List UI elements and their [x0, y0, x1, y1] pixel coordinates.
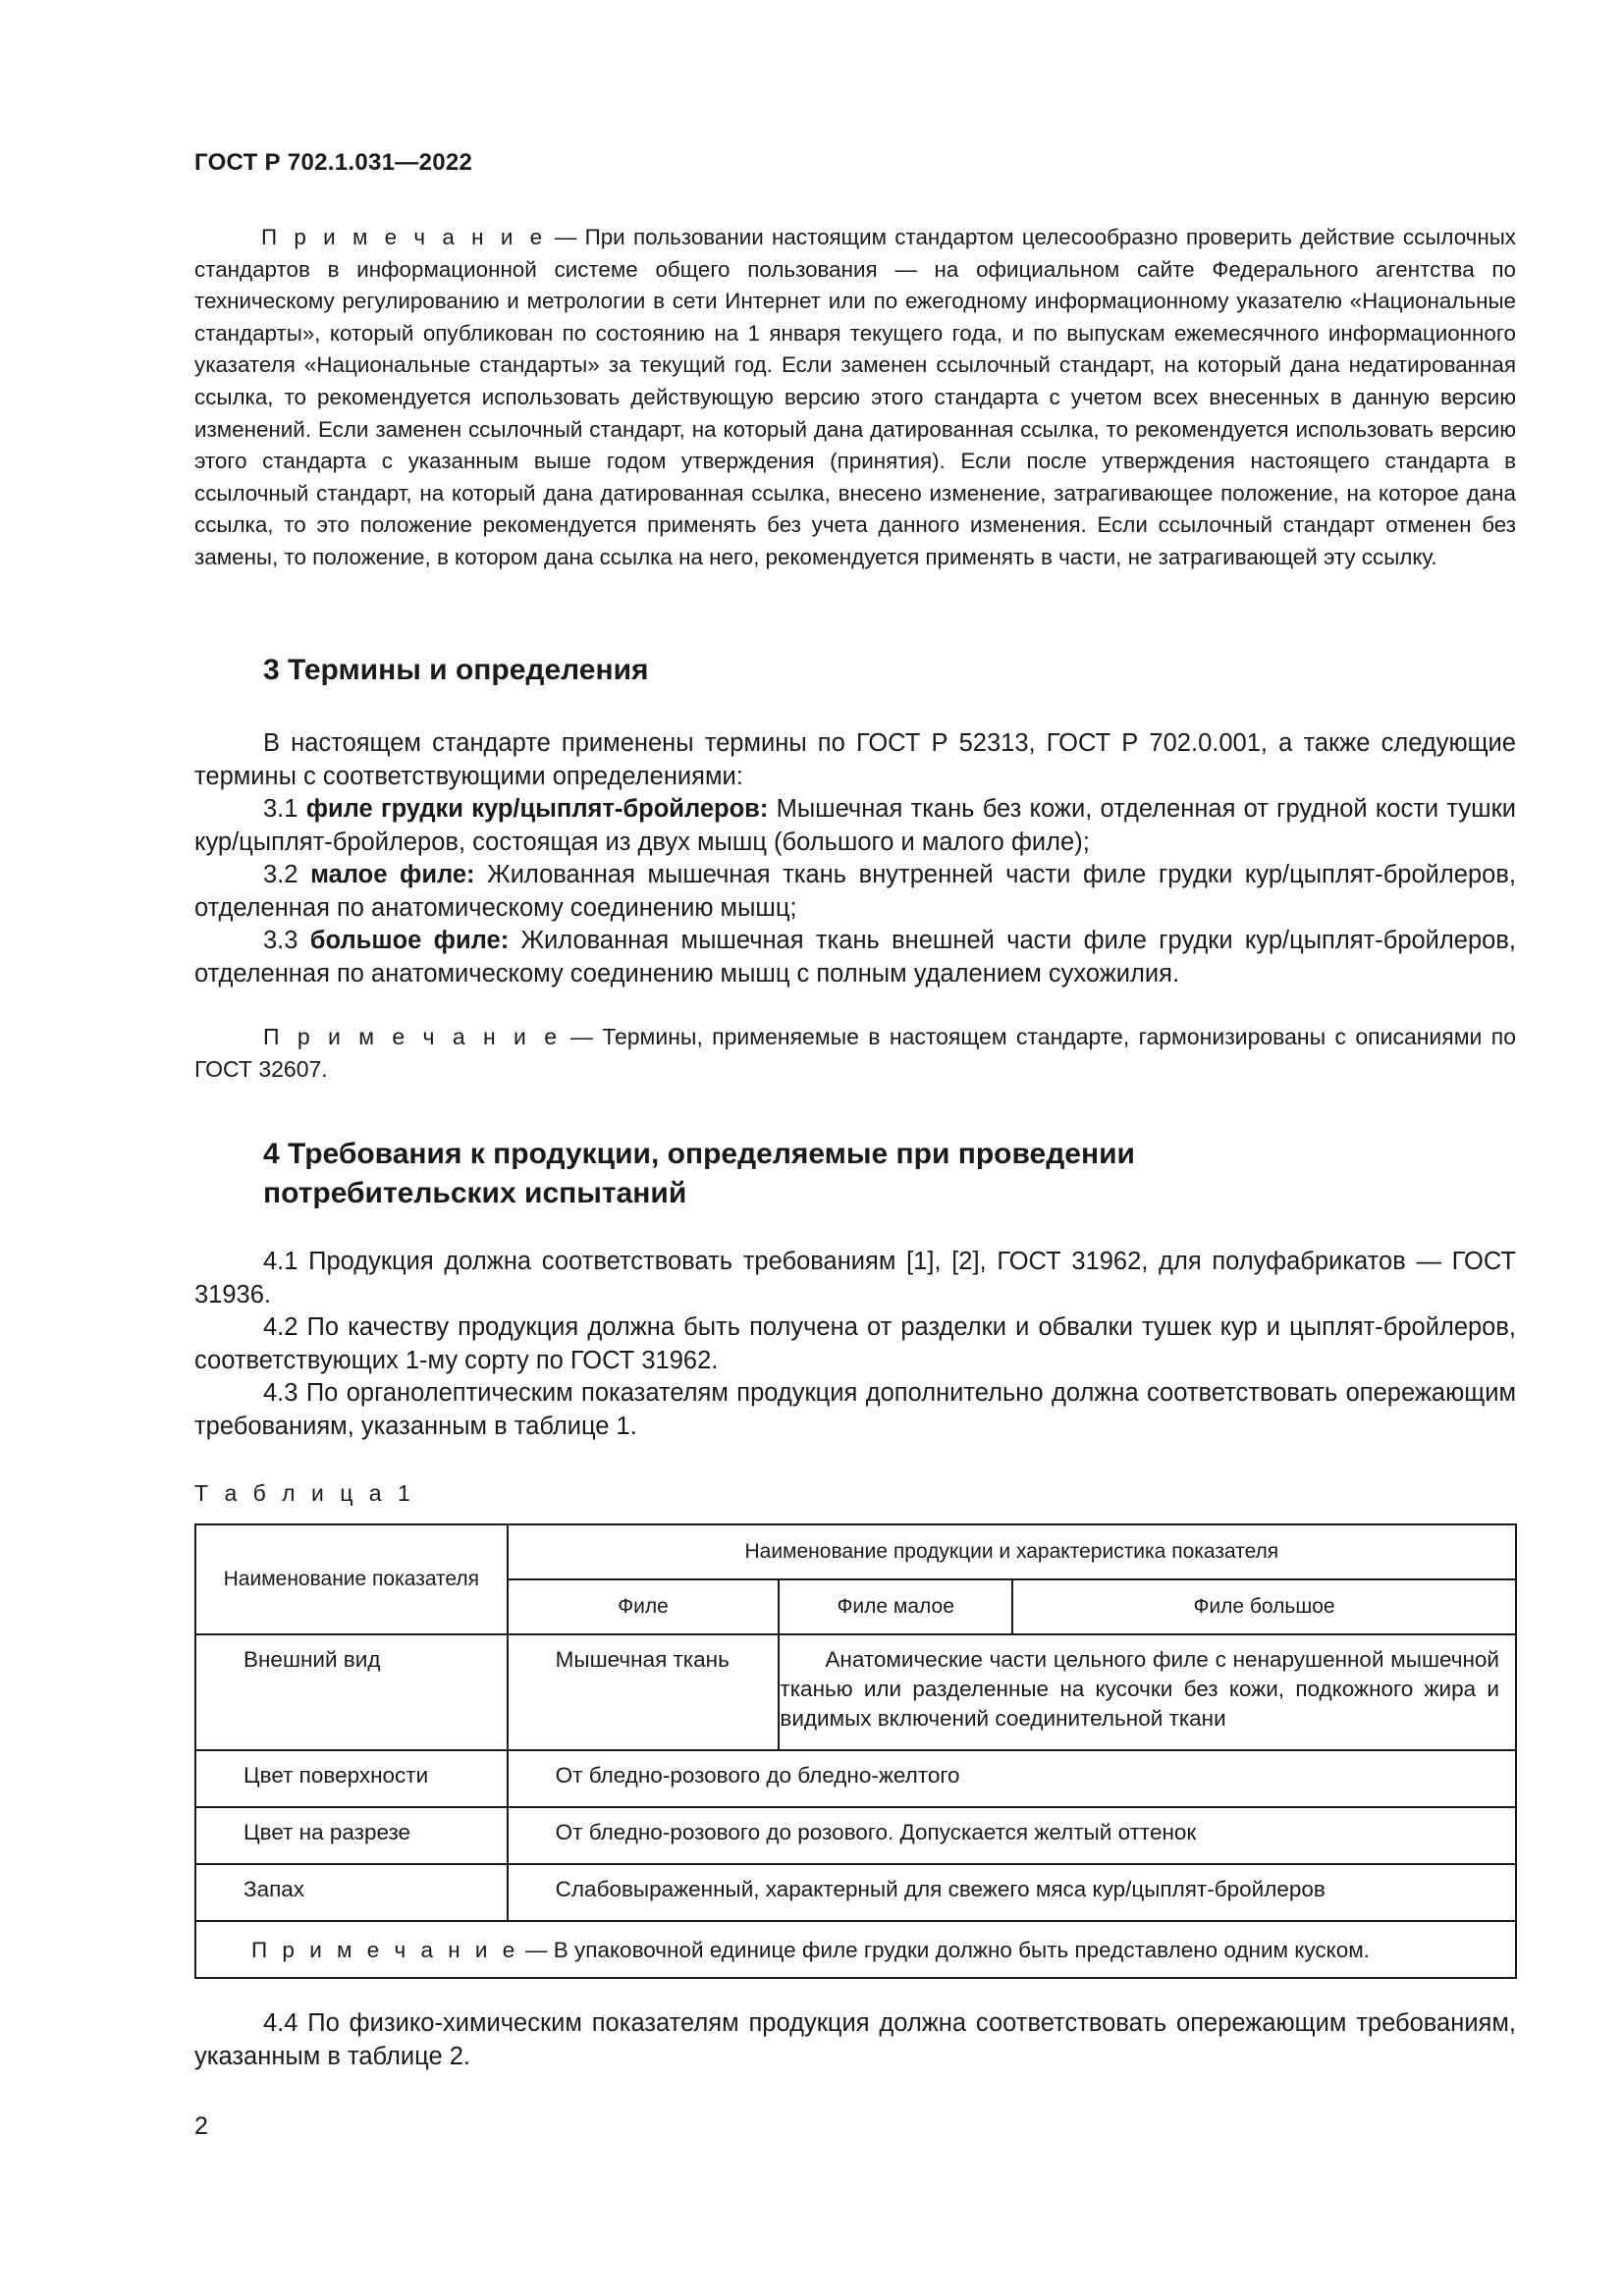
term-number: 3.2: [263, 861, 311, 888]
header-fillet-large: Филе большое: [1012, 1579, 1516, 1634]
term-definition: Жилованная мышечная ткань внутренней части филе грудки кур/цыплят-бройлеров, отделенная по анатомическому соединению мышц;: [194, 861, 1516, 922]
note-label: П р и м е ч а н и е: [251, 1938, 519, 1962]
term-number: 3.1: [263, 795, 306, 823]
value-smell: Слабовыраженный, характерный для свежего мяса кур/цыплят-бройлеров: [508, 1864, 1516, 1921]
term-name: большое филе:: [309, 927, 510, 954]
indicator-smell: Запах: [195, 1864, 508, 1921]
table-row: [195, 1634, 1516, 1750]
term-name: филе грудки кур/цыплят-бройлеров:: [305, 795, 769, 823]
indicator-surface-color: Цвет поверхности: [195, 1750, 508, 1807]
header-group: Наименование продукции и характеристика показателя: [508, 1524, 1516, 1579]
table-note: [195, 1921, 1516, 1978]
section-4-heading-line2: потребительских испытаний: [263, 1177, 687, 1209]
note-label: П р и м е ч а н и е: [261, 225, 547, 249]
indicator-appearance: Внешний вид: [195, 1634, 508, 1750]
value-cut-color: От бледно-розового до розового. Допускается желтый оттенок: [508, 1807, 1516, 1864]
note-label: П р и м е ч а н и е: [263, 1024, 562, 1049]
note-text: — В упаковочной единице филе грудки должно быть представлено одним куском.: [518, 1938, 1370, 1962]
paragraph-4-1: 4.1 Продукция должна соответствовать требованиям [1], [2], ГОСТ 31962, для полуфабрикатов — ГОСТ 31936.: [194, 1248, 1516, 1308]
indicator-cut-color: Цвет на разрезе: [195, 1807, 508, 1864]
header-indicator: Наименование показателя: [195, 1524, 508, 1634]
note-terms: [194, 1021, 1516, 1086]
section-3-intro: В настоящем стандарте применены термины по ГОСТ Р 52313, ГОСТ Р 702.0.001, а также следующие термины с соответствующими определениями:: [194, 729, 1516, 790]
section-4-heading: [263, 1135, 1135, 1213]
header-fillet: Филе: [508, 1579, 780, 1634]
section-3-heading: 3 Термины и определения: [263, 654, 649, 686]
page-number: 2: [194, 2112, 208, 2140]
value-surface-color: От бледно-розового до бледно-желтого: [508, 1750, 1516, 1807]
term-definition: Жилованная мышечная ткань внешней части филе грудки кур/цыплят-бройлеров, отделенная по анатомическому соединению мышц с полным удалением сухожилия.: [194, 927, 1516, 988]
note-references: [194, 222, 1516, 574]
table-row: [195, 1864, 1516, 1921]
table-header-row: [195, 1524, 1516, 1579]
table-note-row: [195, 1921, 1516, 1978]
note-text: — Термины, применяемые в настоящем стандарте, гармонизированы с описаниями по ГОСТ 32607.: [194, 1024, 1516, 1082]
header-fillet-small: Филе малое: [779, 1579, 1012, 1634]
term-3-2: [194, 859, 1516, 925]
table-row: [195, 1750, 1516, 1807]
paragraph-4-4: 4.4 По физико-химическим показателям продукция должна соответствовать опережающим требованиям, указанным в таблице 2.: [194, 2009, 1516, 2070]
term-number: 3.3: [263, 927, 310, 954]
term-name: малое филе:: [310, 861, 475, 888]
table-1-caption: Т а б л и ц а 1: [194, 1480, 415, 1506]
table-row: [195, 1807, 1516, 1864]
note-text: — При пользовании настоящим стандартом целесообразно проверить действие ссылочных стандартов в информационной системе общего пользования — на официальном сайте Федерального агентства по техническому регулированию и метрологии в сети Интернет или по ежегодному информационному указателю «Национальные стандарты», который опубликован по состоянию на 1 января текущего года, и по выпускам ежемесячного информационного указателя «Национальные стандарты» за текущий год. Если заменен ссылочный стандарт, на который дана недатированная ссылка, то рекомендуется использовать действующую версию этого стандарта с учетом всех внесенных в данную версию изменений. Если заменен ссылочный стандарт, на который дана датированная ссылка, то рекомендуется использовать версию этого стандарта с указанным выше годом утверждения (принятия). Если после утверждения настоящего стандарта в ссылочный стандарт, на который дана датированная ссылка, внесено изменение, затрагивающее положение, на которое дана ссылка, то это положение рекомендуется применять без учета данного изменения. Если ссылочный стандарт отменен без замены, то положение, в котором дана ссылка на него, рекомендуется применять в части, не затрагивающей эту ссылку.: [194, 225, 1516, 569]
section-4-heading-line1: 4 Требования к продукции, определяемые при проведении: [263, 1138, 1135, 1170]
value-appearance-fillet: Мышечная ткань: [508, 1634, 780, 1750]
term-definition: Мышечная ткань без кожи, отделенная от грудной кости тушки кур/цыплят-бройлеров, состоящая из двух мышц (большого и малого филе);: [194, 795, 1516, 856]
paragraph-4-2: 4.2 По качеству продукция должна быть получена от разделки и обвалки тушек кур и цыплят-бройлеров, соответствующих 1-му сорту по ГОСТ 31962.: [194, 1313, 1516, 1374]
document-header: ГОСТ Р 702.1.031—2022: [194, 149, 473, 176]
term-3-1: [194, 793, 1516, 859]
paragraph-4-3: 4.3 По органолептическим показателям продукция дополнительно должна соответствовать опережающим требованиям, указанным в таблице 1.: [194, 1379, 1516, 1440]
value-appearance-small-large: Анатомические части цельного филе с ненарушенной мышечной тканью или разделенные на кусочки без кожи, подкожного жира и видимых включений соединительной ткани: [779, 1634, 1516, 1750]
term-3-3: [194, 925, 1516, 990]
table-1: [194, 1523, 1517, 1979]
